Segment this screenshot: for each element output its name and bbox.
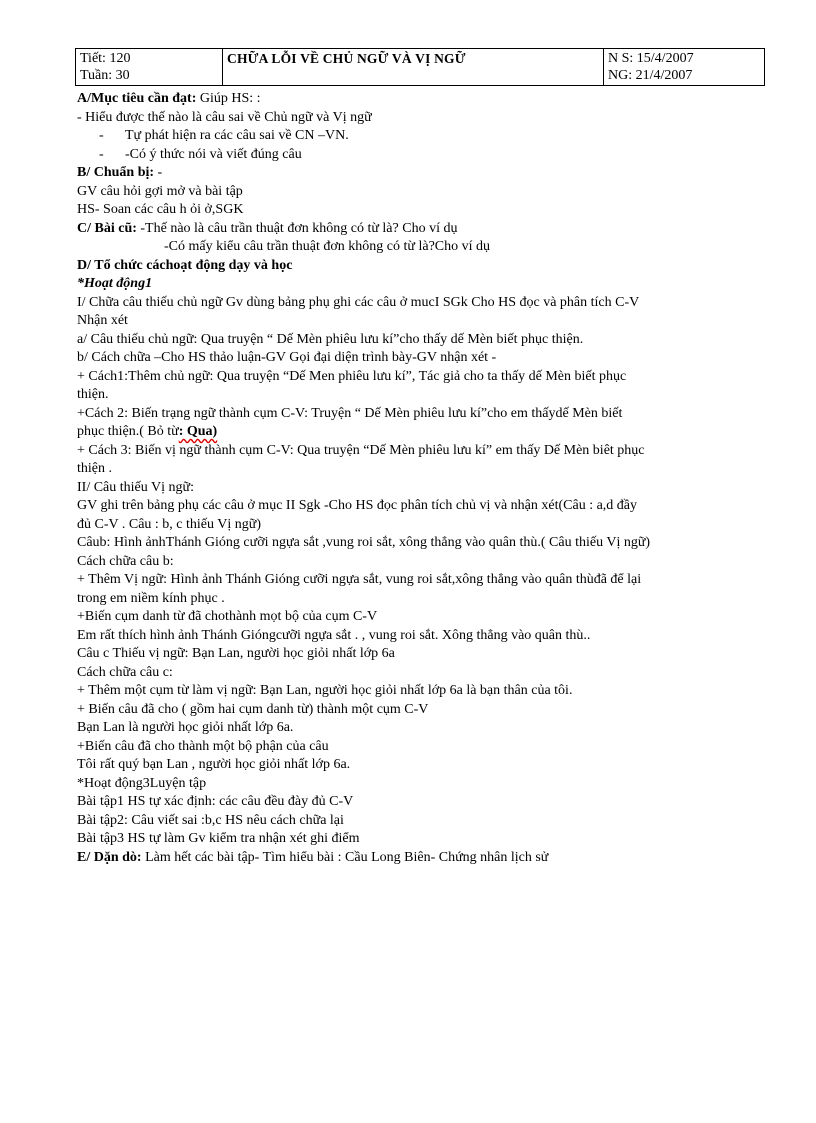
section-c-label: C/ Bài cũ: (77, 220, 137, 236)
lesson-header-table (75, 48, 765, 86)
section-e-label: E/ Dặn dò: (77, 849, 142, 865)
text-line: GV câu hỏi gợi mở và bài tập (77, 183, 243, 199)
section-e-heading (77, 849, 767, 868)
section-e-text: Làm hết các bài tập- Tìm hiểu bài : Cầu Long Biên- Chứng nhân lịch sử (141, 849, 549, 865)
exercise-line: Bài tập3 HS tự làm Gv kiểm tra nhận xét ghi điểm (77, 831, 360, 846)
text-line: + Thêm Vị ngữ: Hình ảnh Thánh Gióng cưỡi ngựa sắt, vung roi sắt,xông thẳng vào quân thùđã để lại (77, 572, 642, 587)
text-line: a/ Câu thiếu chủ ngữ: Qua truyện “ Dế Mèn phiêu lưu kí”cho thấy dế Mèn biết phục thiện. (77, 331, 584, 347)
text-line: Nhận xét (77, 313, 128, 328)
text-line: II/ Câu thiếu Vị ngữ: (77, 479, 194, 495)
text-line: + Cách1:Thêm chủ ngữ: Qua truyện “Dế Men phiêu lưu kí”, Tác giả cho ta thấy dế Mèn biết phục (77, 368, 627, 384)
objective-line: - Hiểu được thế nào là câu sai về Chủ ngữ và Vị ngữ (77, 109, 372, 125)
text-line: -Có mấy kiểu câu trần thuật đơn không có từ là?Cho ví dụ (164, 239, 491, 254)
section-c-text: -Thế nào là câu trần thuật đơn không có từ là? Cho ví dụ (136, 220, 458, 236)
week-number: Tuần: 30 (80, 68, 130, 83)
section-d-heading: D/ Tổ chức cáchoạt động dạy và học (77, 257, 293, 273)
objective-bullet (77, 146, 767, 165)
text-line: I/ Chữa câu thiếu chủ ngữ Gv dùng bảng phụ ghi các câu ở mucI SGk Cho HS đọc và phân tích C-V (77, 294, 640, 310)
bullet-dash: - (99, 146, 104, 162)
text-line: +Biến câu đã cho thành một bộ phận của câu (77, 738, 329, 754)
bullet-text: Tự phát hiện ra các câu sai về CN –VN. (125, 128, 349, 143)
text-line (77, 423, 767, 442)
text-line: +Cách 2: Biến trạng ngữ thành cụm C-V: Truyện “ Dế Mèn phiêu lưu kí”cho em thấydế Mèn biết (77, 405, 623, 421)
bullet-text: -Có ý thức nói và viết đúng câu (125, 146, 302, 162)
text-line: Bạn Lan là người học giỏi nhất lớp 6a. (77, 720, 294, 735)
section-a-heading (77, 90, 767, 109)
exercise-line: Bài tập2: Câu viết sai :b,c HS nêu cách chữa lại (77, 812, 344, 828)
exercise-line: Bài tập1 HS tự xác định: các câu đều đày đủ C-V (77, 794, 354, 809)
dates-cell (604, 49, 764, 85)
bullet-dash: - (99, 128, 104, 143)
text-line: Cách chữa câu b: (77, 553, 174, 569)
lesson-body (77, 90, 767, 867)
text-line: + Cách 3: Biến vị ngữ thành cụm C-V: Qua truyện “Dế Mèn phiêu lưu kí” em thấy Dế Mèn biêt phục (77, 442, 645, 458)
text-line: Cách chữa câu c: (77, 664, 173, 680)
text-line: + Biến câu đã cho ( gồm hai cụm danh từ) thành một cụm C-V (77, 701, 429, 717)
text-line: trong em niềm kính phục . (77, 590, 225, 606)
text-line: HS- Soan các câu h ỏi ở,SGK (77, 202, 244, 217)
teaching-date: NG: 21/4/2007 (608, 68, 693, 83)
text-line: + Thêm một cụm từ làm vị ngữ: Bạn Lan, người học giỏi nhất lớp 6a là bạn thân của tôi. (77, 683, 573, 698)
text-line: Câub: Hình ảnhThánh Gióng cưỡi ngựa sắt ,vung roi sắt, xông thẳng vào quân thù.( Câu thiếu Vị ngữ) (77, 535, 651, 550)
lesson-number: Tiết: 120 (80, 51, 131, 66)
lesson-number-cell (76, 49, 223, 85)
text-line: b/ Cách chữa –Cho HS thảo luận-GV Gọi đại diện trình bày-GV nhận xét - (77, 350, 497, 365)
section-b-text: - (154, 165, 163, 180)
preparation-date: N S: 15/4/2007 (608, 51, 694, 66)
objective-bullet (77, 127, 767, 146)
text-segment: phục thiện.( Bỏ từ (77, 424, 179, 439)
lesson-title: CHỮA LỖI VỀ CHỦ NGỮ VÀ VỊ NGỮ (227, 51, 466, 66)
activity-heading: *Hoạt động1 (77, 276, 153, 291)
section-a-text: Giúp HS: : (196, 91, 261, 106)
highlighted-word: : Qua) (178, 424, 218, 439)
text-line: +Biến cụm danh từ đã chothành mọt bộ của cụm C-V (77, 609, 378, 624)
section-b-label: B/ Chuẩn bị: (77, 165, 155, 180)
text-line: Em rất thích hình ảnh Thánh Gióngcưỡi ngựa sắt . , vung roi sắt. Xông thẳng vào quân thù.. (77, 627, 591, 643)
section-a-label: A/Mục tiêu cần đạt: (77, 91, 197, 106)
text-line: Câu c Thiếu vị ngữ: Bạn Lan, người học giỏi nhất lớp 6a (77, 646, 395, 661)
text-line: thiện . (77, 461, 112, 476)
activity-heading: *Hoạt động3Luyện tập (77, 775, 207, 791)
section-b-heading (77, 164, 767, 183)
lesson-title-cell (223, 49, 604, 85)
text-line: đủ C-V . Câu : b, c thiếu Vị ngữ) (77, 516, 262, 532)
text-line: thiện. (77, 387, 109, 402)
text-line: GV ghi trên bảng phụ các câu ở mục II Sgk -Cho HS đọc phân tích chủ vị và nhận xét(Câu : a,d đầy (77, 498, 638, 513)
text-line: Tôi rất quý bạn Lan , người học giỏi nhất lớp 6a. (77, 757, 351, 772)
section-c-heading (77, 220, 767, 239)
